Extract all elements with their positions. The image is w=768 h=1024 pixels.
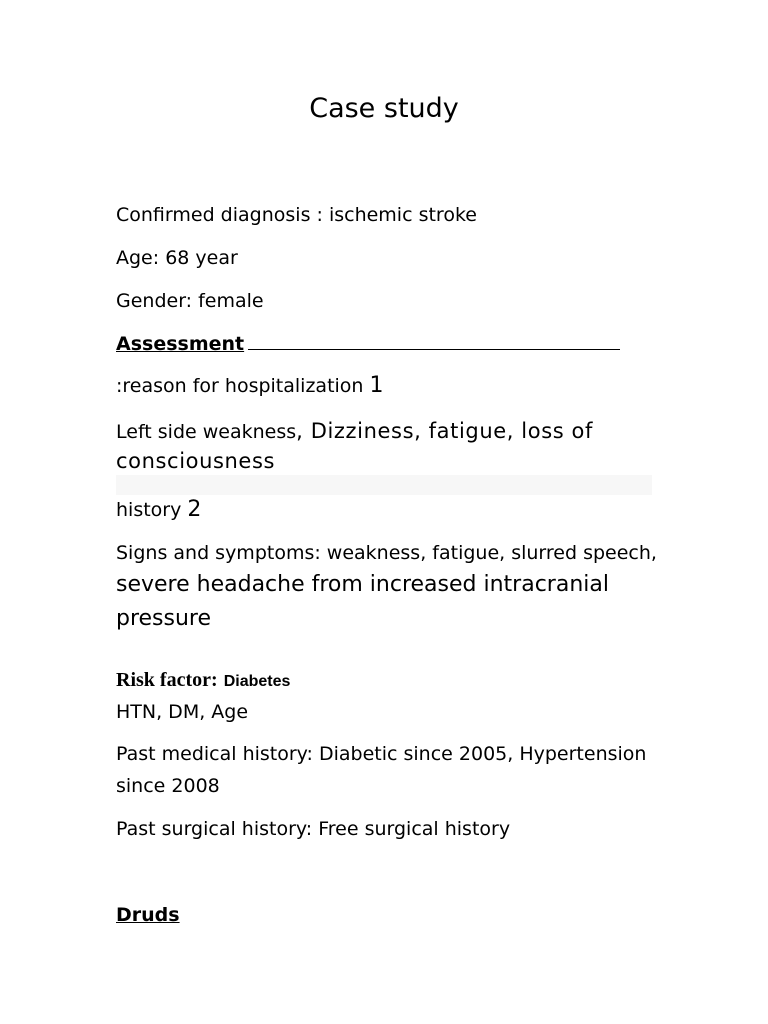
symptoms-label: Left side weakness	[116, 421, 297, 443]
diagnosis-line: Confirmed diagnosis : ischemic stroke	[116, 204, 477, 226]
symptoms-continuation: consciousness	[116, 449, 276, 473]
symptoms-list: , Dizziness, fatigue, loss of	[296, 419, 593, 443]
reason-number: 1	[369, 373, 384, 398]
signs-line-2: severe headache from increased intracranial	[116, 572, 609, 597]
assessment-heading-row	[116, 332, 620, 356]
drugs-heading: Druds	[116, 904, 180, 926]
signs-line-3: pressure	[116, 606, 212, 631]
shaded-band	[116, 475, 652, 495]
history-number: 2	[187, 497, 202, 522]
history-label: history	[116, 499, 182, 521]
age-line: Age: 68 year	[116, 247, 238, 269]
pmh-line-2: since 2008	[116, 775, 220, 797]
assessment-rule	[248, 339, 620, 350]
reason-label: :reason for hospitalization	[116, 375, 364, 397]
risk-factor-value: Diabetes	[223, 673, 291, 690]
signs-line-1: Signs and symptoms: weakness, fatigue, slurred speech,	[116, 542, 657, 564]
risk-factor-label: Risk factor:	[116, 669, 218, 691]
symptoms-line	[116, 419, 593, 444]
gender-line: Gender: female	[116, 290, 264, 312]
psh-line: Past surgical history: Free surgical history	[116, 818, 511, 840]
pmh-line-1: Past medical history: Diabetic since 2005, Hypertension	[116, 743, 647, 765]
risk-list-line: HTN, DM, Age	[116, 701, 249, 723]
risk-factor-line	[116, 668, 290, 694]
history-line	[116, 498, 201, 522]
assessment-heading: Assessment	[116, 333, 245, 355]
reason-line	[116, 374, 384, 398]
page-title: Case study	[309, 93, 459, 124]
